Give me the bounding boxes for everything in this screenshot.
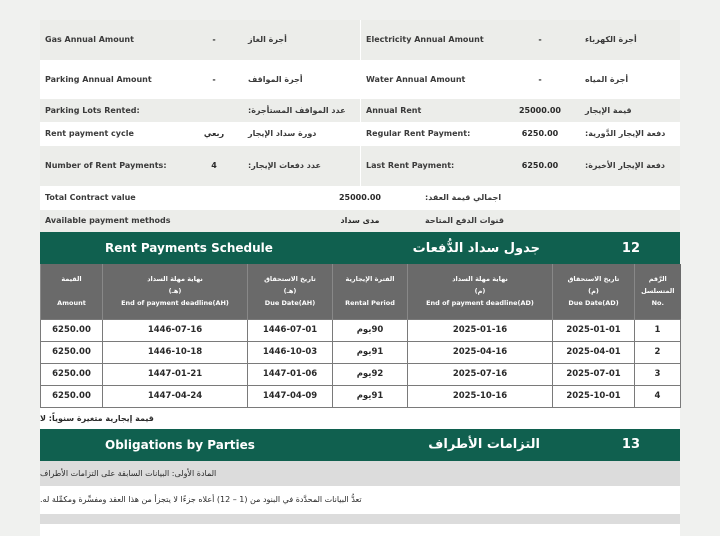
info-value: 6250.00 (521, 161, 559, 170)
total-contract-row (40, 186, 680, 210)
info-value: - (538, 74, 542, 84)
article-heading-continued (40, 514, 680, 524)
total-label-en: Total Contract value (45, 193, 136, 202)
cell-no: 4 (635, 385, 681, 407)
cell-no: 2 (635, 341, 681, 363)
info-label-en: Parking Lots Rented: (45, 105, 140, 115)
cell-due-ah: 1447-01-06 (248, 363, 333, 385)
info-label-en: Parking Annual Amount (45, 74, 152, 84)
rent-schedule-table (40, 264, 681, 408)
column-header-due-ah: تاريخ الاستحقاق (هـ) Due Date(AH) (248, 264, 333, 319)
table-row (41, 319, 681, 341)
schedule-section-header (40, 232, 680, 264)
payment-methods-value: مدى سداد (340, 216, 380, 225)
total-value: 25000.00 (338, 193, 381, 202)
column-header-end-ah: نهاية مهلة السداد (هـ) End of payment deadline(AH) (103, 264, 248, 319)
info-value: 6250.00 (521, 129, 559, 138)
info-label-en: Annual Rent (360, 99, 500, 122)
cell-due-ad: 2025-04-01 (553, 341, 635, 363)
info-label-ar: أجرة المياه (585, 74, 629, 84)
cell-due-ah: 1446-10-03 (248, 341, 333, 363)
obligations-section-number: 13 (621, 437, 640, 452)
info-row (40, 60, 680, 99)
cell-end-ad: 2025-04-16 (408, 341, 553, 363)
info-label-ar: دفعة الإيجار الدَّورية: (585, 129, 666, 138)
info-label-ar: قيمة الإيجار (585, 105, 632, 115)
contract-info-grid (40, 20, 680, 232)
info-value: - (212, 74, 216, 84)
article-heading: المادة الأولى: البيانات السابقة على التزامات الأطراف (40, 461, 680, 486)
payment-methods-label-ar: قنوات الدفع المتاحة (425, 216, 504, 225)
table-row (41, 385, 681, 407)
info-value: ربعي (203, 129, 225, 138)
column-header-period: الفترة الإيجارية Rental Period (333, 264, 408, 319)
info-label-en: Water Annual Amount (360, 60, 500, 99)
info-label-en: Last Rent Payment: (360, 146, 500, 186)
info-label-ar: أجرة الكهرباء (585, 35, 637, 44)
cell-period: 91يوم (333, 341, 408, 363)
info-label-ar: أجرة الغاز (248, 35, 287, 44)
cell-no: 3 (635, 363, 681, 385)
cell-end-ad: 2025-10-16 (408, 385, 553, 407)
info-row (40, 20, 680, 60)
info-label-en: Electricity Annual Amount (360, 20, 500, 60)
cell-period: 90يوم (333, 319, 408, 341)
article-text: تعدُّ البيانات المحدَّدة في البنود من (1 – 12) أعلاه جزءًا لا يتجزأ من هذا العقد ومفسِّرة ومكمِّلة له. (40, 495, 362, 504)
cell-amount: 6250.00 (41, 385, 103, 407)
column-header-due-ad: تاريخ الاستحقاق (م) Due Date(AD) (553, 264, 635, 319)
info-label-en: Number of Rent Payments: (45, 161, 167, 170)
column-header-no: الرَّقم المتسلسل No. (635, 264, 681, 319)
info-label-ar: دورة سداد الإيجار (248, 129, 317, 138)
cell-period: 92يوم (333, 363, 408, 385)
obligations-title-en: Obligations by Parties (105, 437, 255, 452)
payment-methods-row (40, 210, 680, 232)
obligations-section-header (40, 429, 680, 461)
cell-no: 1 (635, 319, 681, 341)
cell-period: 91يوم (333, 385, 408, 407)
cell-due-ah: 1447-04-09 (248, 385, 333, 407)
cell-amount: 6250.00 (41, 319, 103, 341)
schedule-title-en: Rent Payments Schedule (105, 241, 273, 255)
info-value: - (538, 35, 542, 44)
cell-end-ah: 1446-07-16 (103, 319, 248, 341)
info-label-ar: دفعة الإيجار الأخيرة: (585, 161, 665, 170)
cell-end-ah: 1447-01-21 (103, 363, 248, 385)
cell-amount: 6250.00 (41, 363, 103, 385)
cell-amount: 6250.00 (41, 341, 103, 363)
cell-due-ad: 2025-10-01 (553, 385, 635, 407)
contract-page (40, 20, 680, 536)
info-label-ar: عدد المواقف المستأجرة: (248, 105, 346, 115)
table-row (41, 363, 681, 385)
obligations-title-ar: التزامات الأطراف (428, 437, 540, 452)
info-label-ar: عدد دفعات الإيجار: (248, 161, 321, 170)
payment-methods-label-en: Available payment methods (45, 216, 171, 225)
table-header-row (41, 264, 681, 319)
info-row (40, 122, 680, 146)
info-label-en: Rent payment cycle (45, 129, 134, 138)
info-value: - (212, 35, 216, 44)
info-row (40, 99, 680, 122)
cell-end-ad: 2025-07-16 (408, 363, 553, 385)
cell-due-ah: 1446-07-01 (248, 319, 333, 341)
total-label-ar: اجمالي قيمة العقد: (425, 193, 502, 202)
info-value (185, 99, 243, 122)
info-label-en: Gas Annual Amount (45, 35, 134, 44)
info-value: 25000.00 (518, 105, 561, 115)
cell-end-ah: 1447-04-24 (103, 385, 248, 407)
column-header-amount: القيمة Amount (41, 264, 103, 319)
variable-rent-note: قيمة إيجارية متغيرة سنوياً: لا (40, 413, 154, 423)
cell-due-ad: 2025-07-01 (553, 363, 635, 385)
info-row (40, 146, 680, 186)
info-label-en: Regular Rent Payment: (360, 122, 500, 146)
info-value: 4 (211, 161, 217, 170)
schedule-section-number: 12 (621, 240, 640, 256)
column-header-end-ad: نهاية مهلة السداد (م) End of payment deadline(AD) (408, 264, 553, 319)
info-label-ar: أجرة المواقف (248, 74, 303, 84)
table-row (41, 341, 681, 363)
cell-end-ah: 1446-10-18 (103, 341, 248, 363)
cell-due-ad: 2025-01-01 (553, 319, 635, 341)
cell-end-ad: 2025-01-16 (408, 319, 553, 341)
schedule-title-ar: جدول سداد الدُّفعات (412, 240, 540, 256)
